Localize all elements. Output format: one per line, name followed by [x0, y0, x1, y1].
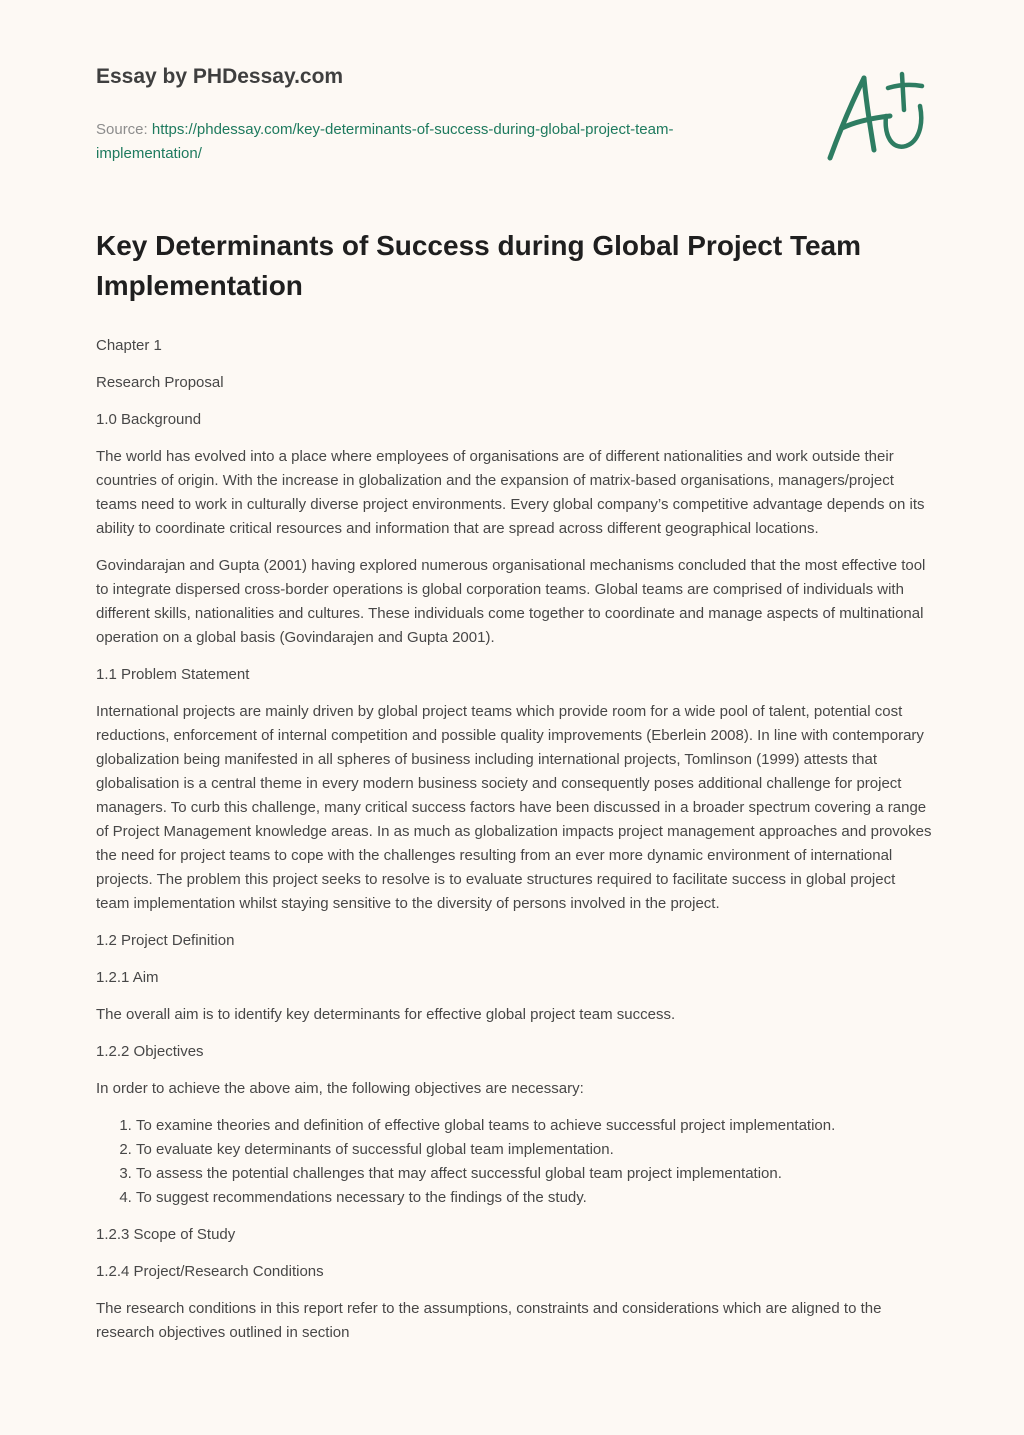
source-line: [96, 118, 776, 166]
source-link[interactable]: https://phdessay.com/key-determinants-of-success-during-global-project-team-implementation/: [96, 121, 674, 162]
source-label: Source:: [96, 121, 152, 138]
list-item: 1. To examine theories and definition of effective global teams to achieve successful project implementation.: [136, 1114, 932, 1138]
paragraph-aim: The overall aim is to identify key determinants for effective global project team success.: [96, 1006, 676, 1023]
section-heading-background: 1.0 Background: [96, 411, 202, 428]
objectives-list: [96, 1114, 932, 1210]
section-heading-objectives: 1.2.2 Objectives: [96, 1043, 204, 1060]
list-item: 2. To evaluate key determinants of successful global team implementation.: [136, 1138, 932, 1162]
page-header: [96, 62, 796, 166]
list-item: 3. To assess the potential challenges that may affect successful global team project implementation.: [136, 1162, 932, 1186]
essay-content: [96, 226, 932, 1358]
proposal-label: Research Proposal: [96, 374, 224, 391]
section-heading-conditions: 1.2.4 Project/Research Conditions: [96, 1263, 324, 1280]
section-heading-scope: 1.2.3 Scope of Study: [96, 1226, 236, 1243]
essay-title: Key Determinants of Success during Global Project Team Implementation: [96, 230, 862, 301]
a-plus-grade-icon: [820, 66, 930, 166]
site-brand: Essay by PHDessay.com: [96, 65, 344, 88]
section-heading-definition: 1.2 Project Definition: [96, 932, 235, 949]
list-item: 4. To suggest recommendations necessary to the findings of the study.: [136, 1186, 932, 1210]
chapter-label: Chapter 1: [96, 337, 162, 354]
section-heading-aim: 1.2.1 Aim: [96, 969, 159, 986]
section-heading-problem: 1.1 Problem Statement: [96, 666, 250, 683]
paragraph-background-2: Govindarajan and Gupta (2001) having explored numerous organisational mechanisms concluded that the most effective tool to integrate dispersed cross-border operations is global corporation teams. Global teams are comprised of individuals with different skills, nationalities and cultures. These individuals come together to coordinate and manage aspects of multinational operation on a global basis (Govindarajen and Gupta 2001).: [96, 557, 926, 646]
paragraph-conditions: The research conditions in this report refer to the assumptions, constraints and considerations which are aligned to the research objectives outlined in section: [96, 1300, 882, 1341]
paragraph-objectives-intro: In order to achieve the above aim, the following objectives are necessary:: [96, 1080, 584, 1097]
paragraph-problem: International projects are mainly driven by global project teams which provide room for a wide pool of talent, potential cost reductions, enforcement of internal competition and possible quality improvements (Eberlein 2008). In line with contemporary globalization being manifested in all spheres of business including international projects, Tomlinson (1999) attests that globalisation is a central theme in every modern business society and consequently poses additional challenge for project managers. To curb this challenge, many critical success factors have been discussed in a broader spectrum covering a range of Project Management knowledge areas. In as much as globalization impacts project management approaches and provokes the need for project teams to cope with the challenges resulting from an ever more dynamic environment of international projects. The problem this project seeks to resolve is to evaluate structures required to facilitate success in global project team implementation whilst staying sensitive to the diversity of persons involved in the project.: [96, 703, 932, 912]
paragraph-background-1: The world has evolved into a place where employees of organisations are of different nationalities and work outside their countries of origin. With the increase in globalization and the expansion of matrix-based organisations, managers/project teams need to work in culturally diverse project environments. Every global company’s competitive advantage depends on its ability to coordinate critical resources and information that are spread across different geographical locations.: [96, 448, 925, 537]
